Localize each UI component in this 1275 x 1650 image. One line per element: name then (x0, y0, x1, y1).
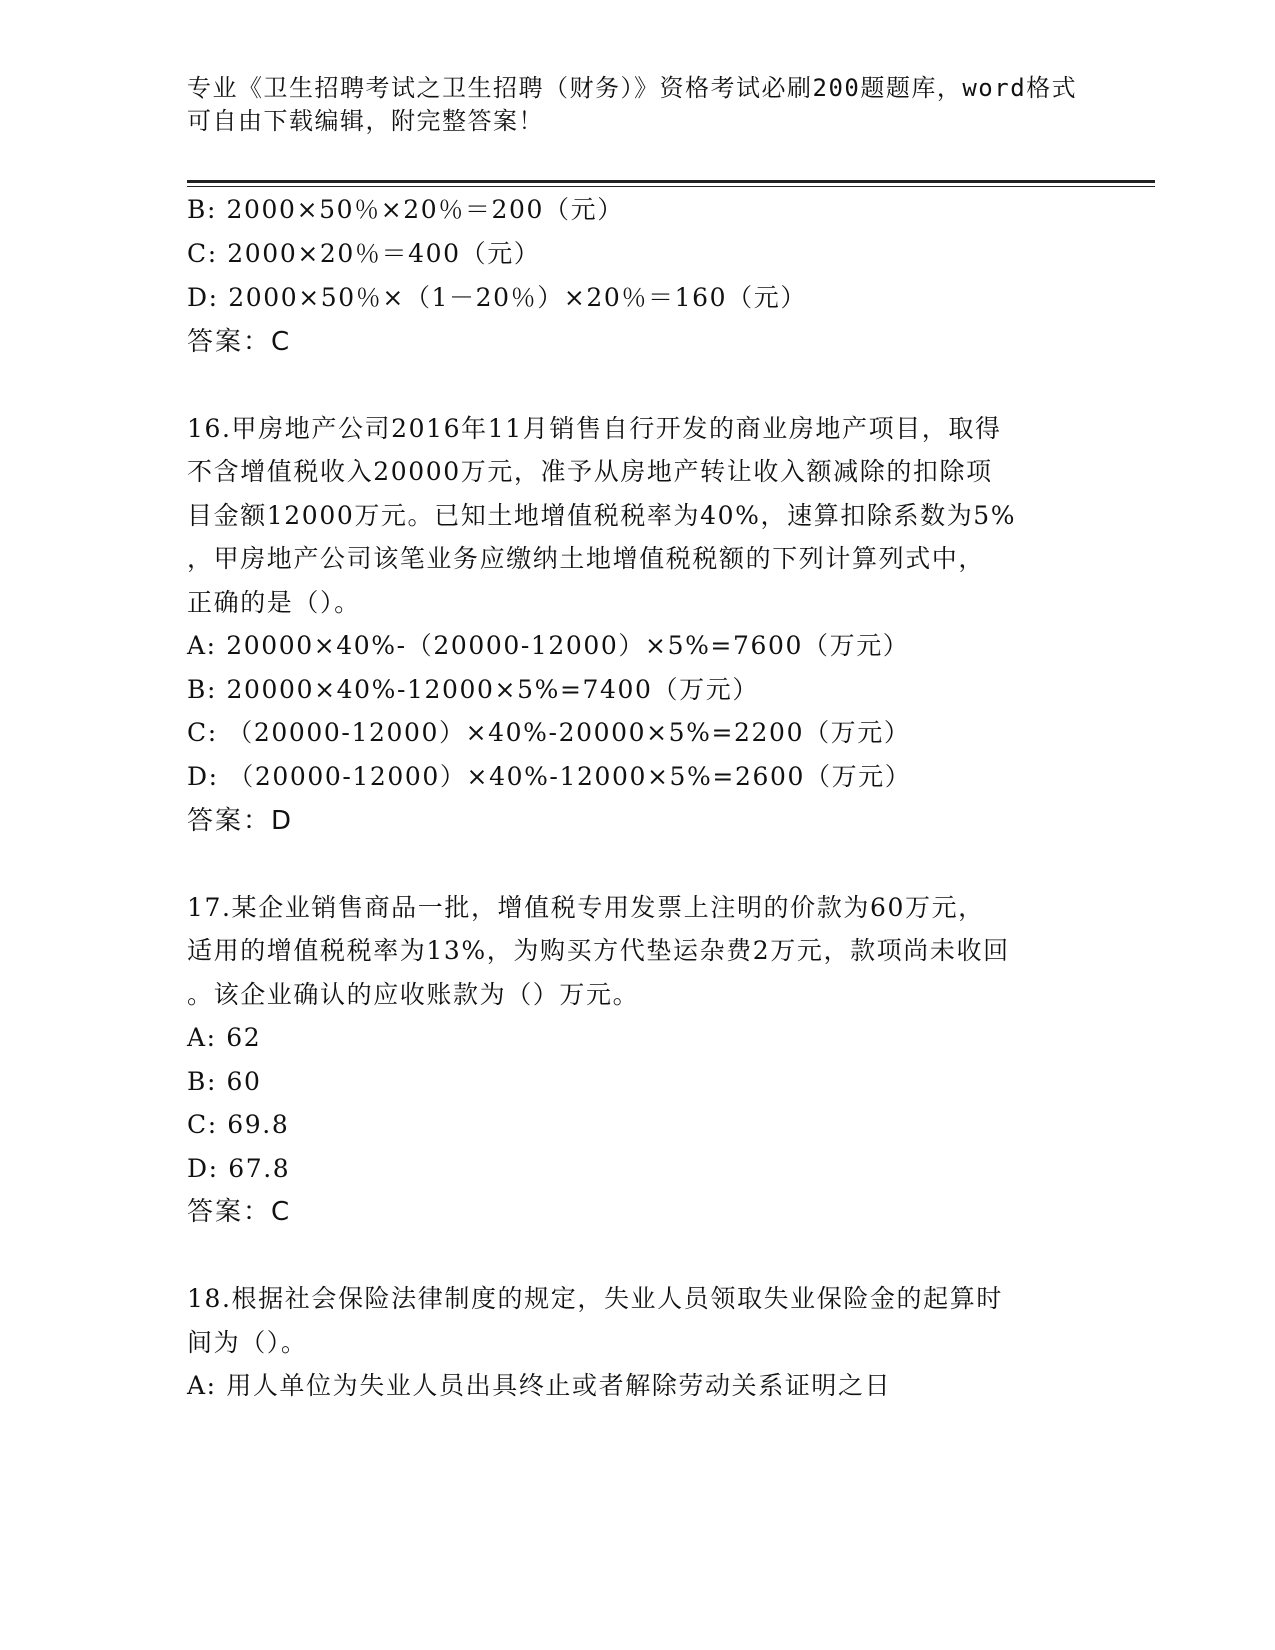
q17-stem-line-3: 。该企业确认的应收账款为（）万元。 (187, 980, 640, 1009)
q18-option-a: A: 用人单位为失业人员出具终止或者解除劳动关系证明之日 (187, 1371, 892, 1400)
q18-stem-line-2: 间为（）。 (187, 1328, 308, 1357)
q17-option-a: A: 62 (187, 1023, 262, 1052)
q16-answer: 答案：D (187, 806, 294, 836)
q15-option-d: D: 2000×50％×（1－20％）×20％＝160（元） (187, 283, 807, 312)
document-header (187, 72, 1087, 138)
header-title-line-2: 可自由下载编辑，附完整答案！ (187, 107, 544, 135)
q17-option-b: B: 60 (187, 1067, 262, 1096)
q16-stem-line-4: ，甲房地产公司该笔业务应缴纳土地增值税税额的下列计算列式中， (187, 544, 986, 573)
header-divider-thick (187, 180, 1155, 183)
q17-answer: 答案：C (187, 1197, 292, 1227)
q15-answer: 答案：C (187, 327, 292, 357)
q17-stem-line-1: 17.某企业销售商品一批，增值税专用发票上注明的价款为60万元， (187, 893, 985, 922)
q17-option-d: D: 67.8 (187, 1154, 291, 1183)
q16-option-d: D: （20000-12000）×40%-12000×5%=2600（万元） (187, 762, 912, 791)
q15-option-b: B: 2000×50％×20％＝200（元） (187, 195, 624, 224)
q16-stem-line-2: 不含增值税收入20000万元，准予从房地产转让收入额减除的扣除项 (187, 457, 993, 486)
q18-stem-line-1: 18.根据社会保险法律制度的规定，失业人员领取失业保险金的起算时 (187, 1284, 1003, 1313)
header-title-line-1: 专业《卫生招聘考试之卫生招聘（财务）》资格考试必刷200题题库，word格式 (187, 74, 1078, 102)
q17-stem-line-2: 适用的增值税税率为13%，为购买方代垫运杂费2万元，款项尚未收回 (187, 936, 1010, 965)
q16-stem-line-5: 正确的是（）。 (187, 588, 361, 617)
q16-option-a: A: 20000×40%-（20000-12000）×5%=7600（万元） (187, 631, 910, 660)
q16-option-b: B: 20000×40%-12000×5%=7400（万元） (187, 675, 759, 704)
q16-stem-line-1: 16.甲房地产公司2016年11月销售自行开发的商业房地产项目，取得 (187, 414, 1002, 443)
q16-option-c: C: （20000-12000）×40%-20000×5%=2200（万元） (187, 718, 911, 747)
q16-stem-line-3: 目金额12000万元。已知土地增值税税率为40%，速算扣除系数为5% (187, 501, 1017, 530)
q17-option-c: C: 69.8 (187, 1110, 290, 1139)
q15-option-c: C: 2000×20％＝400（元） (187, 239, 541, 268)
header-divider-thin (187, 186, 1155, 187)
